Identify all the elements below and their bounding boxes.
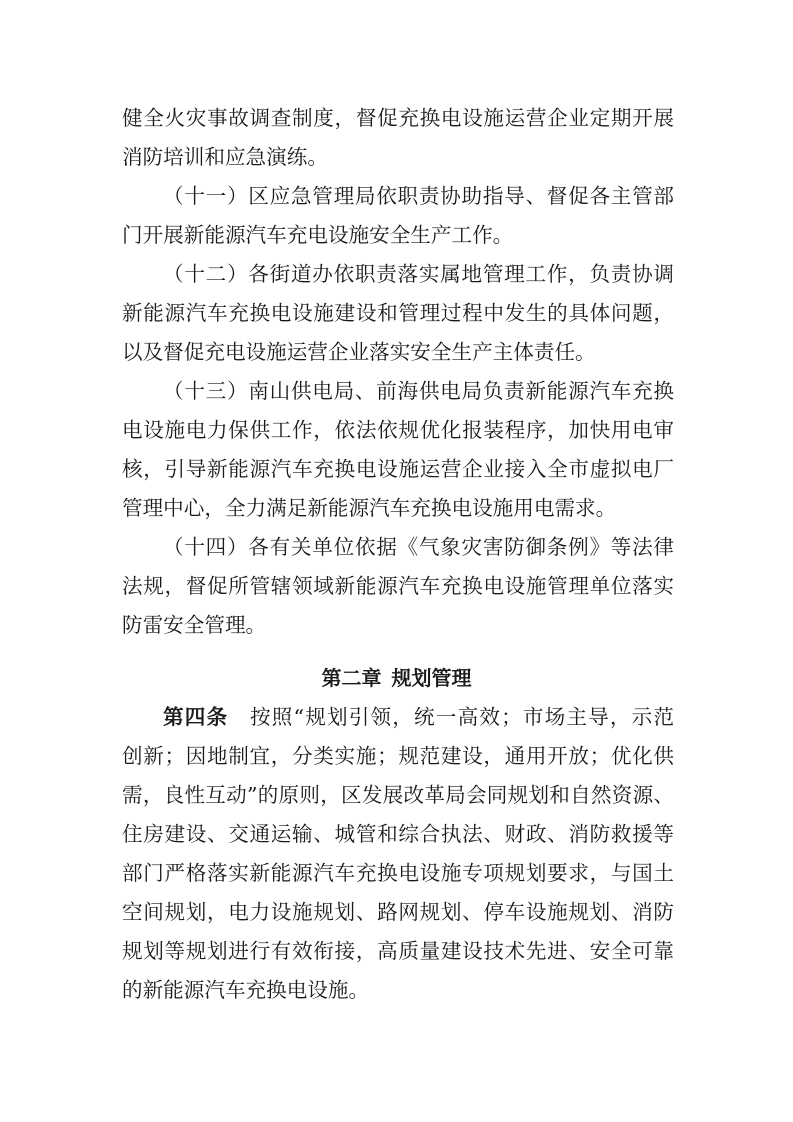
text-line: 电设施电力保供工作，依法依规优化报装程序，加快用电审 xyxy=(122,418,674,442)
text-line: 管理中心，全力满足新能源汽车充换电设施用电需求。 xyxy=(122,496,617,520)
text-line: （十二）各街道办依职责落实属地管理工作，负责协调 xyxy=(163,262,674,286)
text-line: （十四）各有关单位依据《气象灾害防御条例》等法律 xyxy=(163,535,674,559)
chapter-title: 规划管理 xyxy=(391,666,472,690)
text-line: 核，引导新能源汽车充换电设施运营企业接入全市虚拟电厂 xyxy=(122,457,674,481)
text-line: 规划等规划进行有效衔接，高质量建设技术先进、安全可靠 xyxy=(122,939,674,963)
text-line: 健全火灾事故调查制度，督促充换电设施运营企业定期开展 xyxy=(122,106,674,130)
article-4-first-line xyxy=(163,703,674,731)
text-line: 空间规划，电力设施规划、路网规划、停车设施规划、消防 xyxy=(122,900,674,924)
chapter-number: 第二章 xyxy=(321,666,382,690)
text-line: 需，良性互动”的原则，区发展改革局会同规划和自然资源、 xyxy=(122,783,674,807)
text-line: 部门严格落实新能源汽车充换电设施专项规划要求，与国土 xyxy=(122,861,674,885)
text-line: 的新能源汽车充换电设施。 xyxy=(122,978,370,1002)
text-line: 创新；因地制宜，分类实施；规范建设，通用开放；优化供 xyxy=(122,744,674,768)
article-text: 按照“规划引领，统一高效；市场主导，示范 xyxy=(248,705,674,729)
text-line: 以及督促充电设施运营企业落实安全生产主体责任。 xyxy=(122,340,596,364)
article-label: 第四条 xyxy=(163,705,229,729)
text-line: 新能源汽车充换电设施建设和管理过程中发生的具体问题， xyxy=(122,301,674,325)
text-line: 住房建设、交通运输、城管和综合执法、财政、消防救援等 xyxy=(122,822,674,846)
text-line: （十三）南山供电局、前海供电局负责新能源汽车充换 xyxy=(163,379,674,403)
text-line: 门开展新能源汽车充电设施安全生产工作。 xyxy=(122,223,514,247)
chapter-heading xyxy=(0,664,793,692)
text-line: （十一）区应急管理局依职责协助指导、督促各主管部 xyxy=(163,184,674,208)
text-line: 防雷安全管理。 xyxy=(122,613,267,637)
text-line: 消防培训和应急演练。 xyxy=(122,145,328,169)
text-line: 法规，督促所管辖领域新能源汽车充换电设施管理单位落实 xyxy=(122,574,674,598)
